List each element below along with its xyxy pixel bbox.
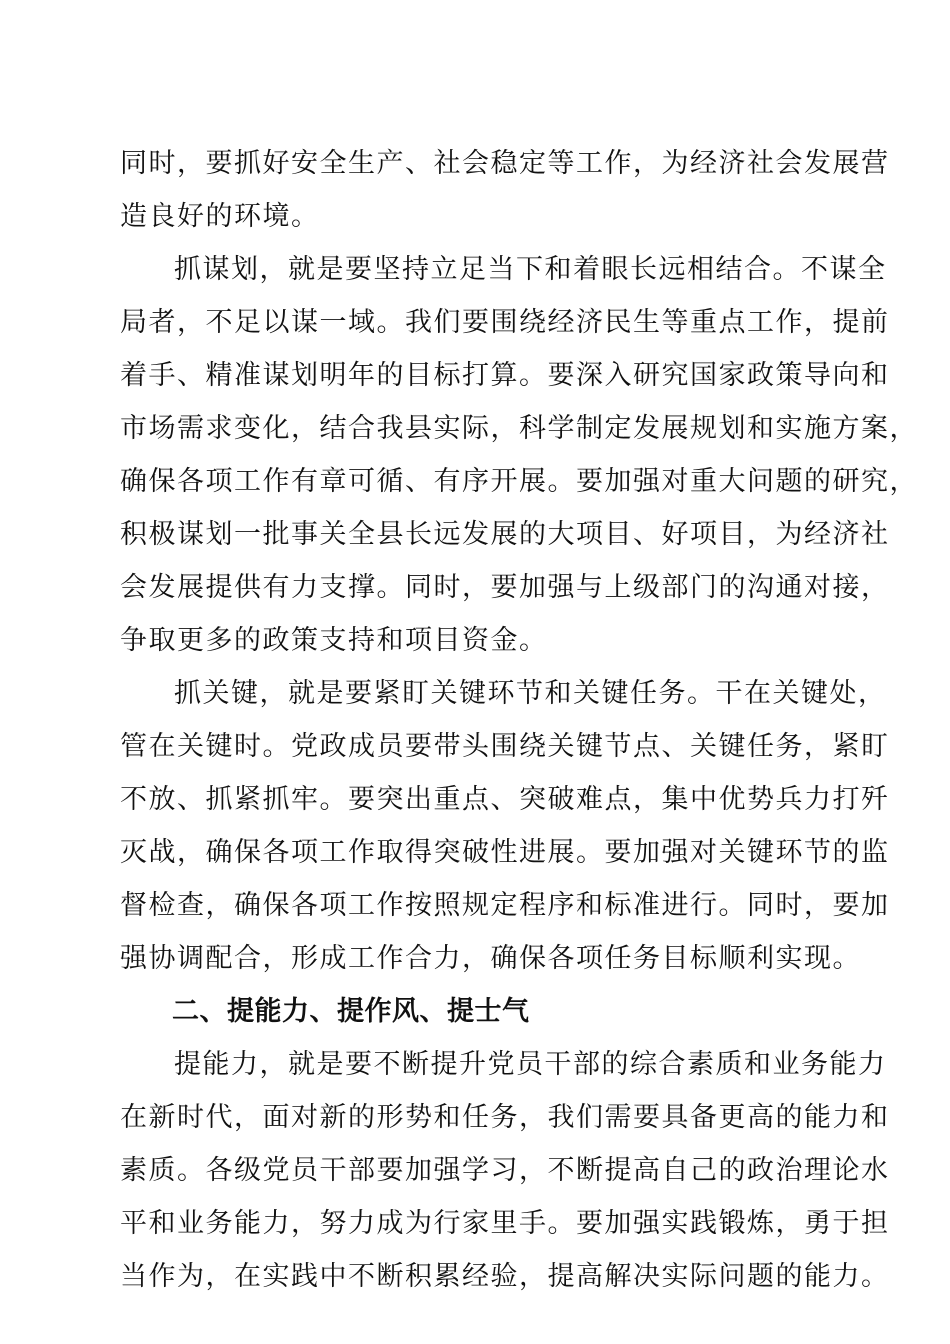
text-line: 在新时代，面对新的形势和任务，我们需要具备更高的能力和 xyxy=(120,1102,890,1133)
text-line: 当作为，在实践中不断积累经验，提高解决实际问题的能力。 xyxy=(120,1261,890,1292)
paragraph-start-line: 提能力，就是要不断提升党员干部的综合素质和业务能力 xyxy=(174,1049,887,1080)
text-line: 确保各项工作有章可循、有序开展。要加强对重大问题的研究， xyxy=(120,466,918,497)
text-line: 会发展提供有力支撑。同时，要加强与上级部门的沟通对接， xyxy=(120,572,890,603)
text-line: 督检查，确保各项工作按照规定程序和标准进行。同时，要加 xyxy=(120,890,890,921)
text-line: 管在关键时。党政成员要带头围绕关键节点、关键任务，紧盯 xyxy=(120,731,890,762)
text-line: 争取更多的政策支持和项目资金。 xyxy=(120,625,548,656)
text-line: 着手、精准谋划明年的目标打算。要深入研究国家政策导向和 xyxy=(120,360,890,391)
paragraph-start-line: 抓关键，就是要紧盯关键环节和关键任务。干在关键处， xyxy=(174,678,887,709)
text-line: 平和业务能力，努力成为行家里手。要加强实践锻炼，勇于担 xyxy=(120,1208,890,1239)
text-line: 强协调配合，形成工作合力，确保各项任务目标顺利实现。 xyxy=(120,943,861,974)
text-line: 不放、抓紧抓牢。要突出重点、突破难点，集中优势兵力打歼 xyxy=(120,784,890,815)
text-line: 市场需求变化，结合我县实际，科学制定发展规划和实施方案， xyxy=(120,413,918,444)
text-line: 积极谋划一批事关全县长远发展的大项目、好项目，为经济社 xyxy=(120,519,890,550)
text-line: 素质。各级党员干部要加强学习，不断提高自己的政治理论水 xyxy=(120,1155,890,1186)
text-line: 局者，不足以谋一域。我们要围绕经济民生等重点工作，提前 xyxy=(120,307,890,338)
section-heading: 二、提能力、提作风、提士气 xyxy=(172,996,530,1027)
text-line: 灭战，确保各项工作取得突破性进展。要加强对关键环节的监 xyxy=(120,837,890,868)
paragraph-start-line: 抓谋划，就是要坚持立足当下和着眼长远相结合。不谋全 xyxy=(174,254,887,285)
text-line: 同时，要抓好安全生产、社会稳定等工作，为经济社会发展营 xyxy=(120,148,890,179)
document-body xyxy=(120,137,918,1303)
text-line: 造良好的环境。 xyxy=(120,201,320,232)
